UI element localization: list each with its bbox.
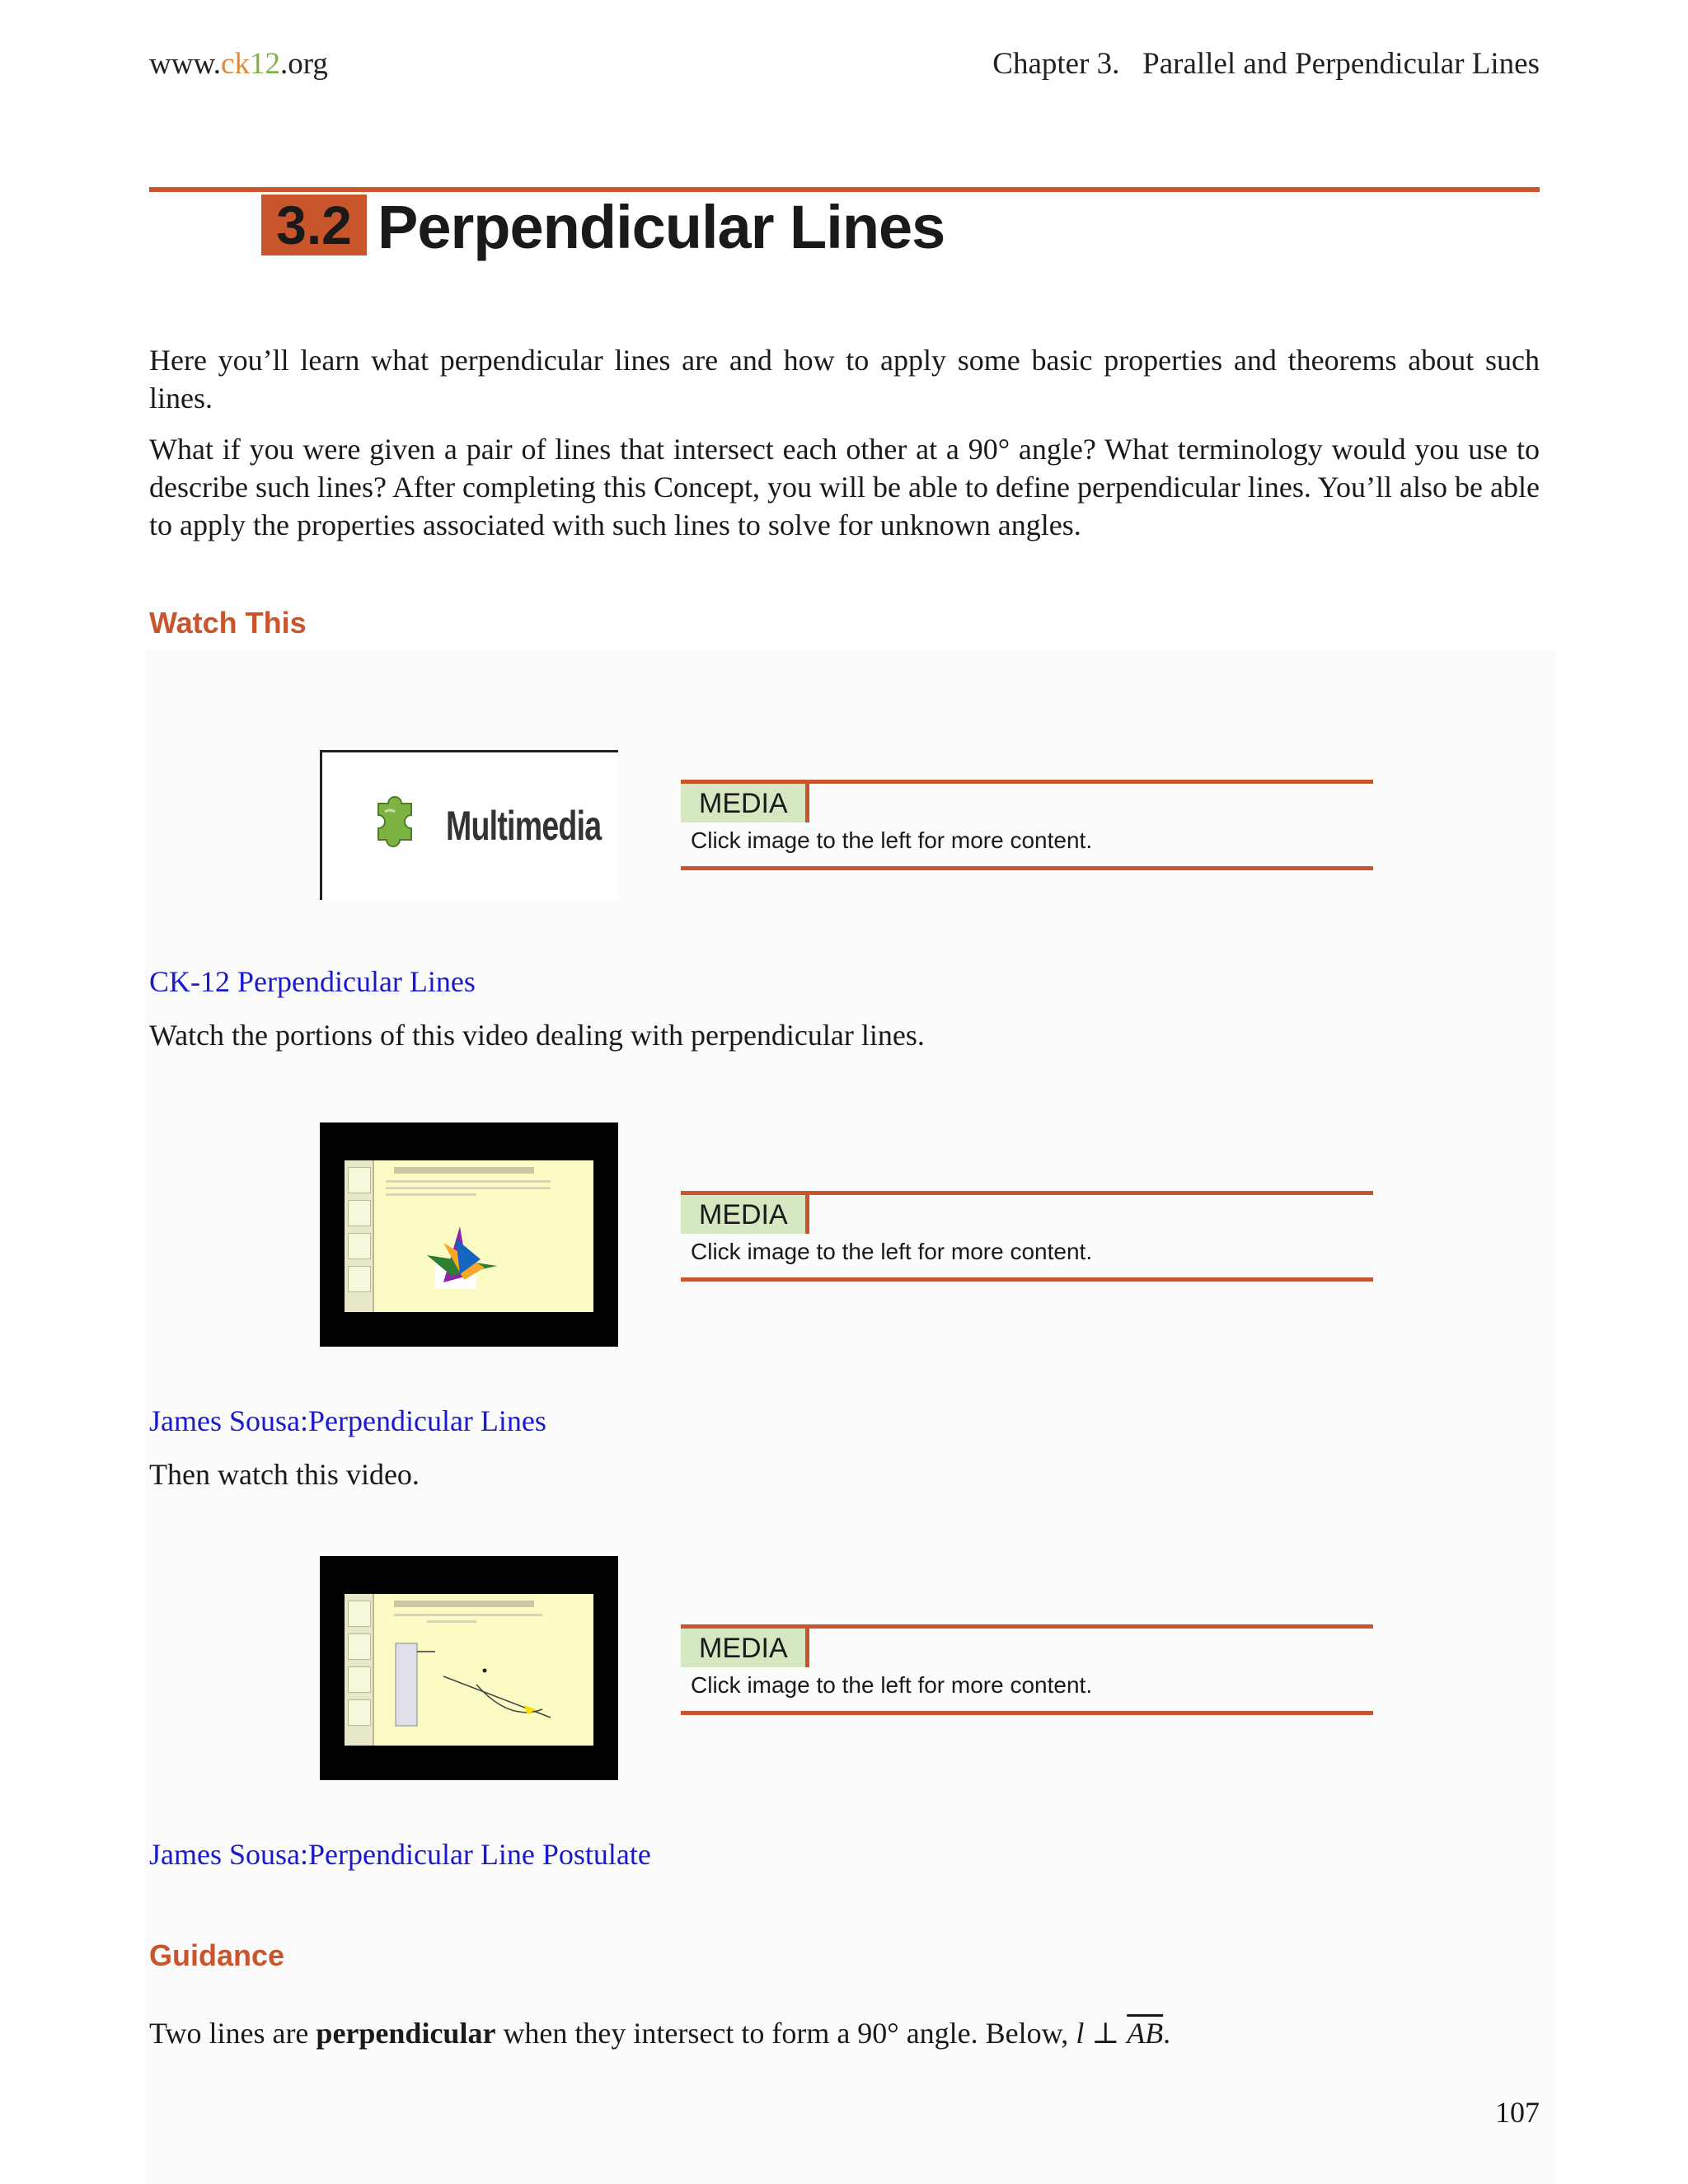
- media-1-after-text: Watch the portions of this video dealing with perpendicular lines.: [149, 1019, 925, 1052]
- media-2-after-text: Then watch this video.: [149, 1458, 420, 1491]
- guidance-heading: Guidance: [149, 1938, 285, 1972]
- guidance-paragraph: [149, 2014, 1540, 2052]
- media-tag: MEDIA: [681, 784, 809, 823]
- header-url[interactable]: [149, 46, 328, 82]
- math-l: l: [1076, 2017, 1085, 2050]
- header-chapter: Chapter 3. Parallel and Perpendicular Lines: [992, 47, 1540, 81]
- video-screen: [345, 1160, 593, 1312]
- guidance-text-before: Two lines are: [149, 2017, 316, 2050]
- video-screen: [345, 1594, 593, 1746]
- math-segment-ab: $\overline{AB}$: [1127, 2017, 1164, 2050]
- media-caption: Click image to the left for more content.: [691, 827, 1093, 853]
- multimedia-thumbnail[interactable]: [320, 750, 618, 900]
- page-number: 107: [1495, 2096, 1540, 2129]
- perp-symbol: ⊥: [1084, 2017, 1128, 2050]
- video-thumbnail-1[interactable]: [320, 1122, 618, 1347]
- media-bottom-rule: [681, 866, 1373, 870]
- section-title: Perpendicular Lines: [377, 193, 945, 261]
- media-box-3: [681, 1624, 1373, 1717]
- video-thumbnail-2[interactable]: [320, 1556, 618, 1780]
- url-ck: ck: [221, 47, 250, 81]
- media-caption: Click image to the left for more content.: [691, 1239, 1093, 1264]
- link-james-sousa-perpendicular-line-postulate[interactable]: James Sousa:Perpendicular Line Postulate: [149, 1838, 651, 1871]
- puzzle-piece-icon: [362, 795, 428, 861]
- url-12: 12: [249, 47, 280, 81]
- media-box-2: [681, 1191, 1373, 1283]
- section-number: 3.2: [261, 194, 367, 255]
- media-caption: Click image to the left for more content.: [691, 1672, 1093, 1698]
- media-bottom-rule: [681, 1711, 1373, 1715]
- watch-this-heading: Watch This: [149, 606, 307, 640]
- guidance-text-after: when they intersect to form a 90° angle. Below,: [495, 2017, 1076, 2050]
- url-prefix: www.: [149, 47, 222, 81]
- link-james-sousa-perpendicular-lines[interactable]: James Sousa:Perpendicular Lines: [149, 1404, 546, 1437]
- media-tag: MEDIA: [681, 1629, 809, 1667]
- intro-paragraph-2: What if you were given a pair of lines that intersect each other at a 90° angle? What terminology would you use to describe such lines? After completing this Concept, you will be able to define perpendicular lines. You’ll also be able to apply the properties associated with such lines to solve for unknown angles.: [149, 433, 1540, 541]
- multimedia-label: Multimedia: [446, 803, 602, 849]
- media-box-1: [681, 780, 1373, 872]
- construction-illustration: [345, 1594, 593, 1746]
- link-ck12-perpendicular-lines[interactable]: CK-12 Perpendicular Lines: [149, 965, 476, 998]
- media-tag: MEDIA: [681, 1195, 809, 1234]
- media-bottom-rule: [681, 1277, 1373, 1282]
- url-suffix: .org: [279, 47, 328, 81]
- guidance-term-perpendicular: perpendicular: [316, 2017, 496, 2050]
- guidance-period: .: [1163, 2017, 1171, 2050]
- planes-illustration: [345, 1160, 593, 1312]
- intro-paragraph-1: Here you’ll learn what perpendicular lines are and how to apply some basic properties and theorems about such lines.: [149, 344, 1540, 415]
